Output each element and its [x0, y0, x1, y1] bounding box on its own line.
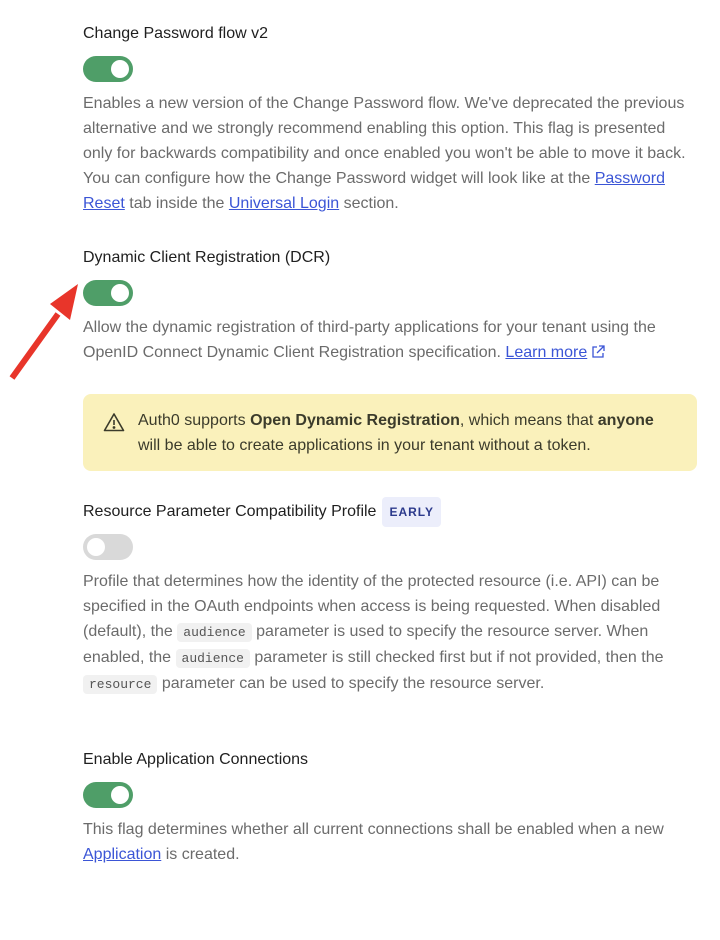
setting-resource-parameter [83, 500, 697, 697]
desc-text: section. [339, 195, 399, 212]
desc-text: Profile that determines how the identity of the protected resource (i.e. API) can be specified in the OAuth endpoints when access is being requested. When disabled (default), the [83, 573, 661, 640]
toggle-knob [111, 284, 129, 302]
alert-text: will be able to create applications in your tenant without a token. [138, 437, 591, 454]
dcr-toggle[interactable] [83, 280, 133, 306]
desc-text: parameter is still checked first but if not provided, then the [249, 649, 664, 666]
setting-description [83, 315, 697, 365]
setting-title: Resource Parameter Compatibility Profile [83, 503, 377, 520]
setting-title: Dynamic Client Registration (DCR) [83, 249, 331, 266]
setting-dcr [83, 246, 697, 365]
setting-description [83, 91, 697, 216]
code-audience: audience [176, 649, 250, 668]
setting-description [83, 569, 697, 697]
desc-text: parameter is used to specify the resource server. When enabled, the [83, 623, 649, 666]
alert-text: , which means that [459, 412, 598, 429]
warning-icon [103, 412, 125, 432]
toggle-knob [87, 538, 105, 556]
setting-title-row [83, 500, 697, 524]
setting-title: Change Password flow v2 [83, 25, 268, 42]
desc-text: tab inside the [124, 195, 229, 212]
application-link[interactable]: Application [83, 846, 162, 863]
desc-text: is created. [161, 846, 240, 863]
setting-description [83, 817, 697, 867]
desc-text: Enables a new version of the Change Password flow. We've deprecated the previous alternative and we strongly recommend enabling this option. This flag is presented only for backwards compatibility and once enabled you won't be able to move it back. You can configure how the Change Password widget will look like at the [83, 95, 686, 187]
setting-application-connections [83, 748, 697, 867]
application-connections-toggle[interactable] [83, 782, 133, 808]
toggle-knob [111, 60, 129, 78]
external-link-icon [591, 345, 605, 359]
universal-login-link[interactable]: Universal Login [228, 195, 340, 212]
learn-more-link[interactable]: Learn more [505, 344, 588, 361]
setting-title: Enable Application Connections [83, 751, 309, 768]
alert-bold: Open Dynamic Registration [250, 412, 460, 429]
toggle-knob [111, 786, 129, 804]
desc-text: This flag determines whether all current connections shall be enabled when a new [83, 821, 664, 838]
alert-bold: anyone [597, 412, 654, 429]
setting-change-password-v2 [83, 22, 697, 216]
dcr-warning-alert [83, 394, 697, 471]
password-reset-link[interactable]: Password Reset [83, 170, 665, 212]
change-password-v2-toggle[interactable] [83, 56, 133, 82]
desc-text: Allow the dynamic registration of third-party applications for your tenant using the OpenID Connect Dynamic Client Registration specification. [83, 319, 656, 361]
alert-text: Auth0 supports [138, 412, 251, 429]
early-badge: EARLY [382, 497, 441, 527]
code-audience: audience [177, 623, 251, 642]
code-resource: resource [83, 675, 157, 694]
resource-parameter-toggle[interactable] [83, 534, 133, 560]
red-arrow-annotation [0, 270, 90, 390]
desc-text: parameter can be used to specify the resource server. [157, 675, 545, 692]
